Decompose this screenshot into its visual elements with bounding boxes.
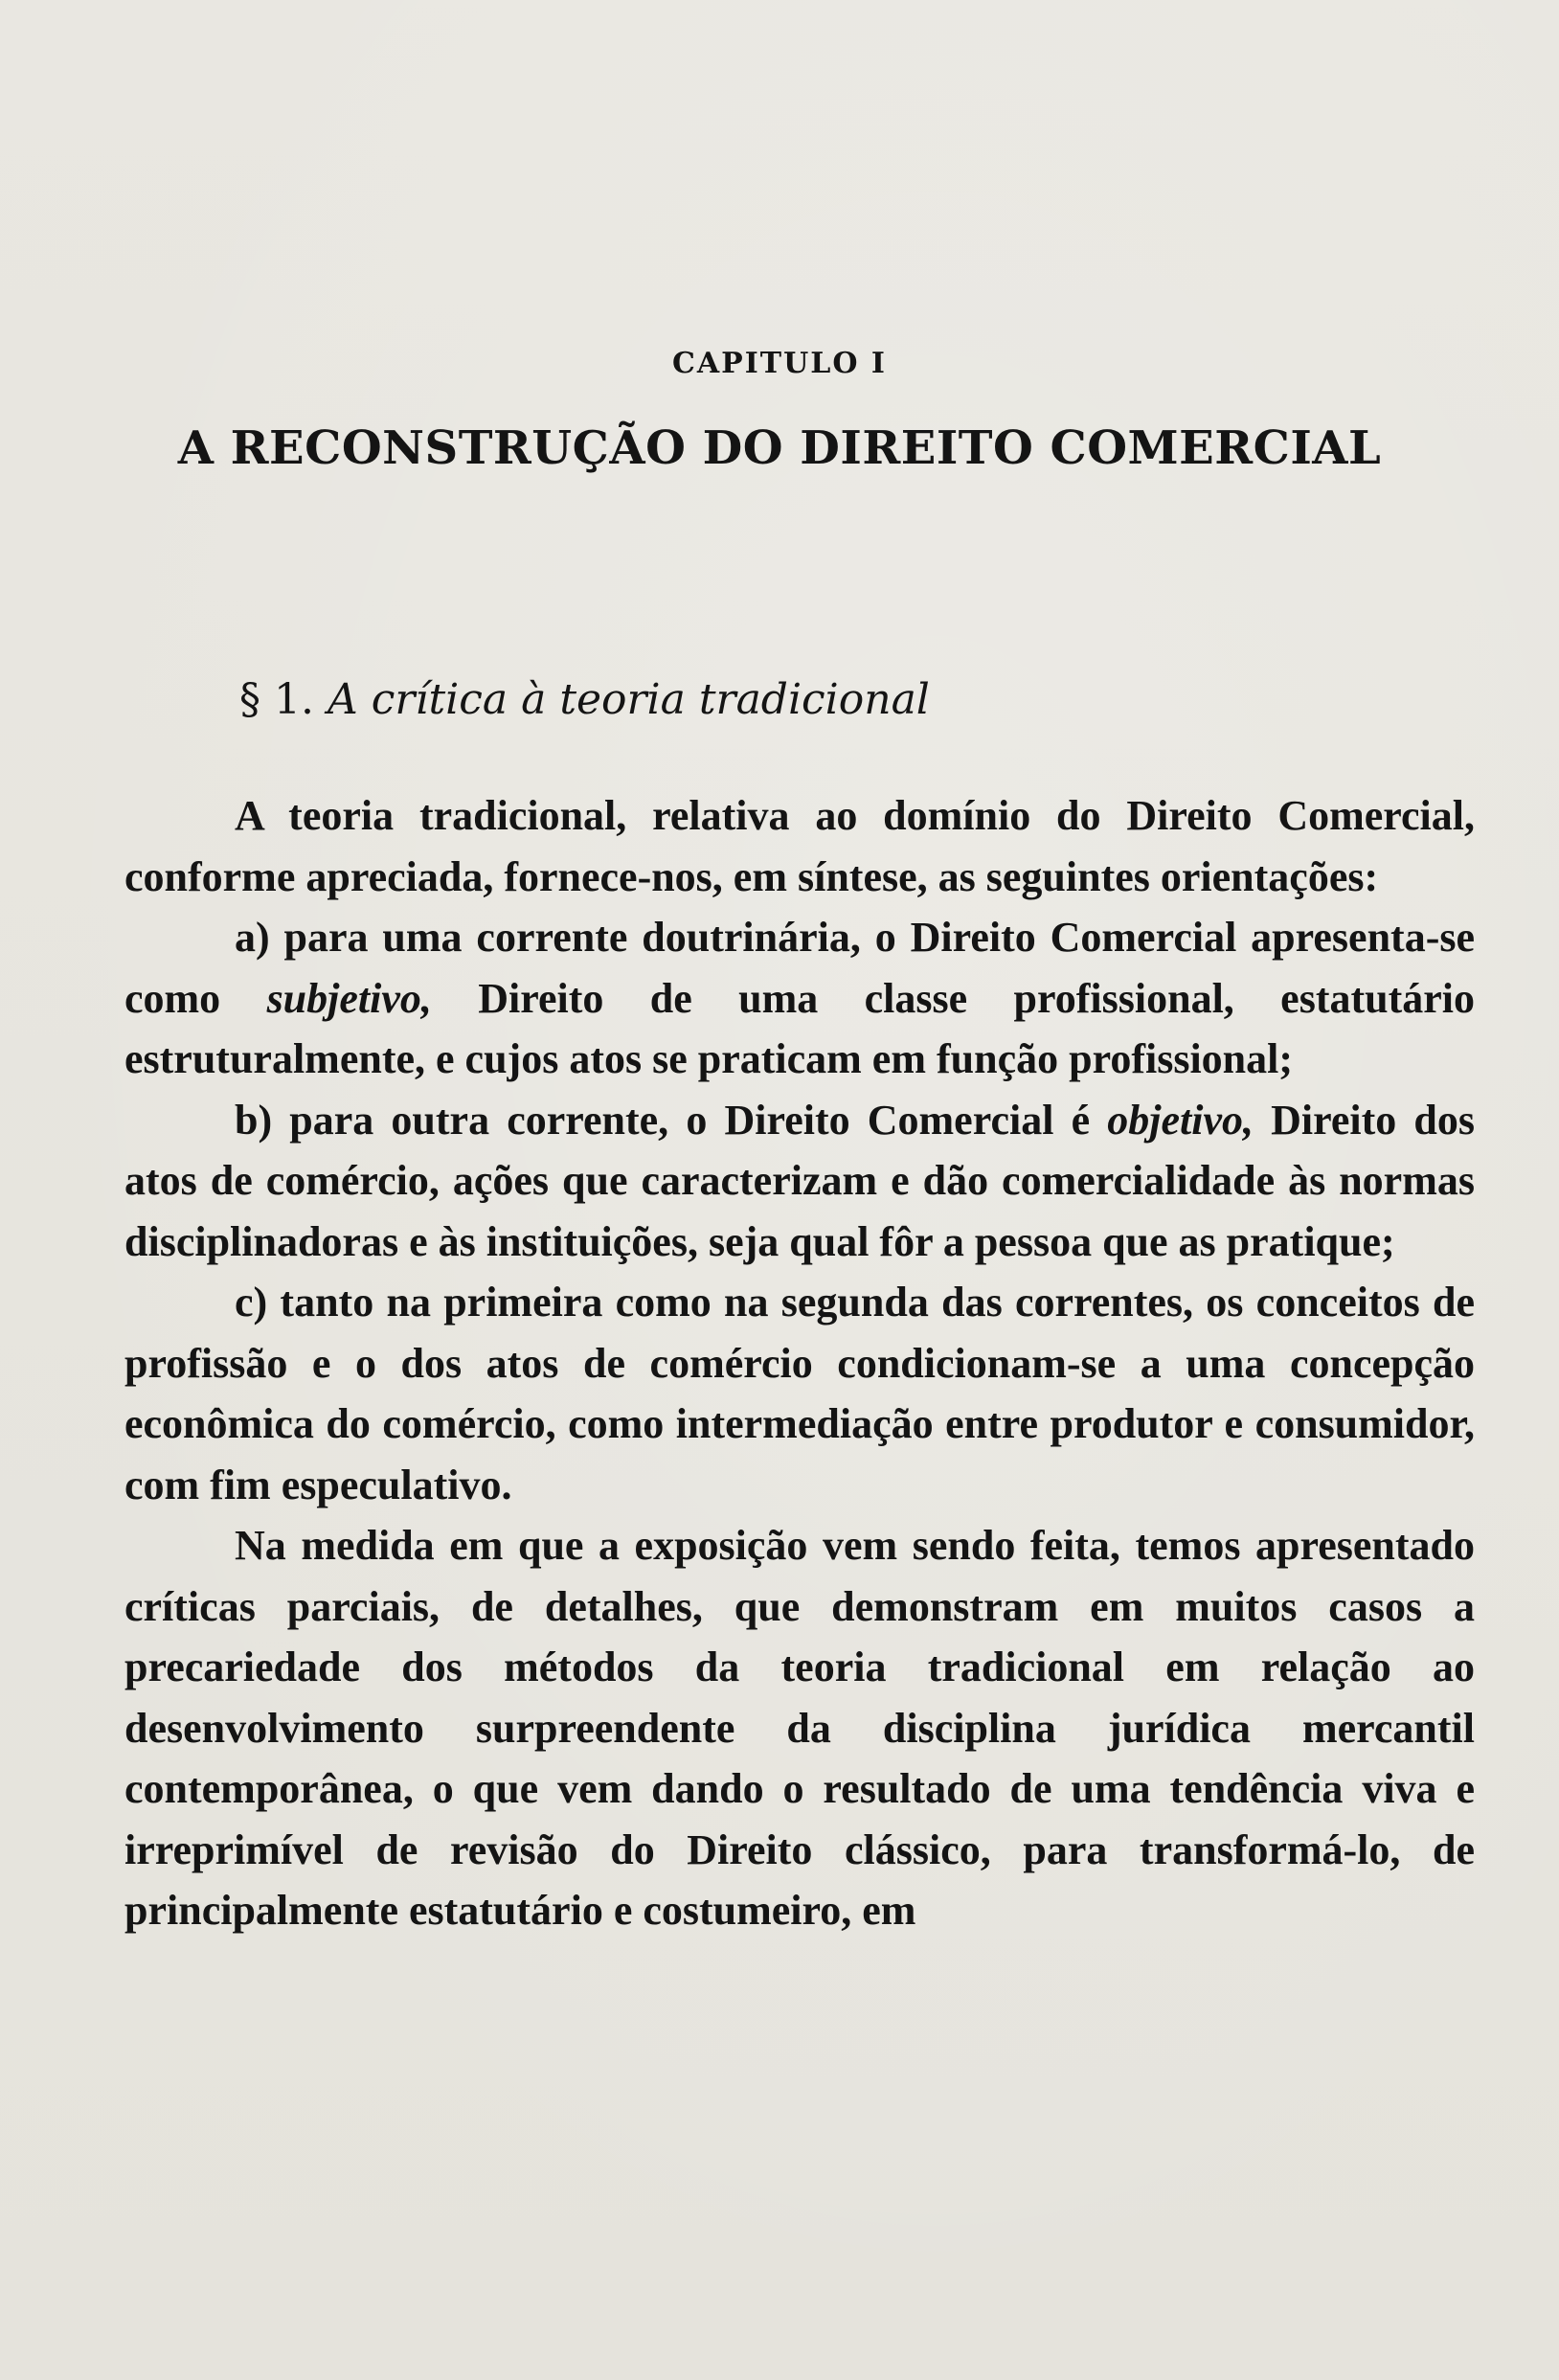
- chapter-label: CAPITULO I: [672, 347, 887, 380]
- paragraph-item-a: [124, 907, 1475, 1090]
- item-a-text: a) para uma corrente doutrinária, o Direito Comercial apresenta-se como: [124, 914, 1475, 1022]
- paragraph-item-b: [124, 1090, 1475, 1273]
- section-number: § 1.: [239, 675, 314, 724]
- item-a-text-rest: Direito de uma classe profissional, estatutário estruturalmente, e cujos atos se praticam em função profissional;: [124, 974, 1476, 1082]
- item-b-emphasis: objetivo,: [1107, 1096, 1254, 1144]
- paragraph-item-c: c) tanto na primeira como na segunda das correntes, os conceitos de profissão e o dos atos de comércio condicionam-se a uma concepção econômica do comércio, como intermediação entre produtor e consumidor, com fim especulativo.: [124, 1279, 1475, 1508]
- item-b-text: b) para outra corrente, o Direito Comercial é: [235, 1096, 1108, 1144]
- body-text: [124, 785, 1475, 1941]
- section-heading: [239, 675, 930, 724]
- section-title: A crítica à teoria tradicional: [327, 675, 930, 724]
- item-b-text-rest: Direito dos atos de comércio, ações que caracterizam e dão comercialidade às normas disciplinadoras e às instituições, seja qual fôr a pessoa que as pratique;: [124, 1096, 1476, 1265]
- item-a-emphasis: subjetivo,: [266, 974, 432, 1022]
- paragraph-conclusion: Na medida em que a exposição vem sendo feita, temos apresentado críticas parciais, de detalhes, que demonstram em muitos casos a precariedade dos métodos da teoria tradicional em relação ao desenvolvimento surpreendente da disciplina jurídica mercantil contemporânea, o que vem dando o resultado de uma tendência viva e irreprimível de revisão do Direito clássico, para transformá-lo, de principalmente estatutário e costumeiro, em: [124, 1522, 1475, 1934]
- chapter-title: A RECONSTRUÇÃO DO DIREITO COMERCIAL: [177, 421, 1382, 475]
- paragraph-intro: A teoria tradicional, relativa ao domínio do Direito Comercial, conforme apreciada, fornece-nos, em síntese, as seguintes orientações:: [124, 792, 1475, 900]
